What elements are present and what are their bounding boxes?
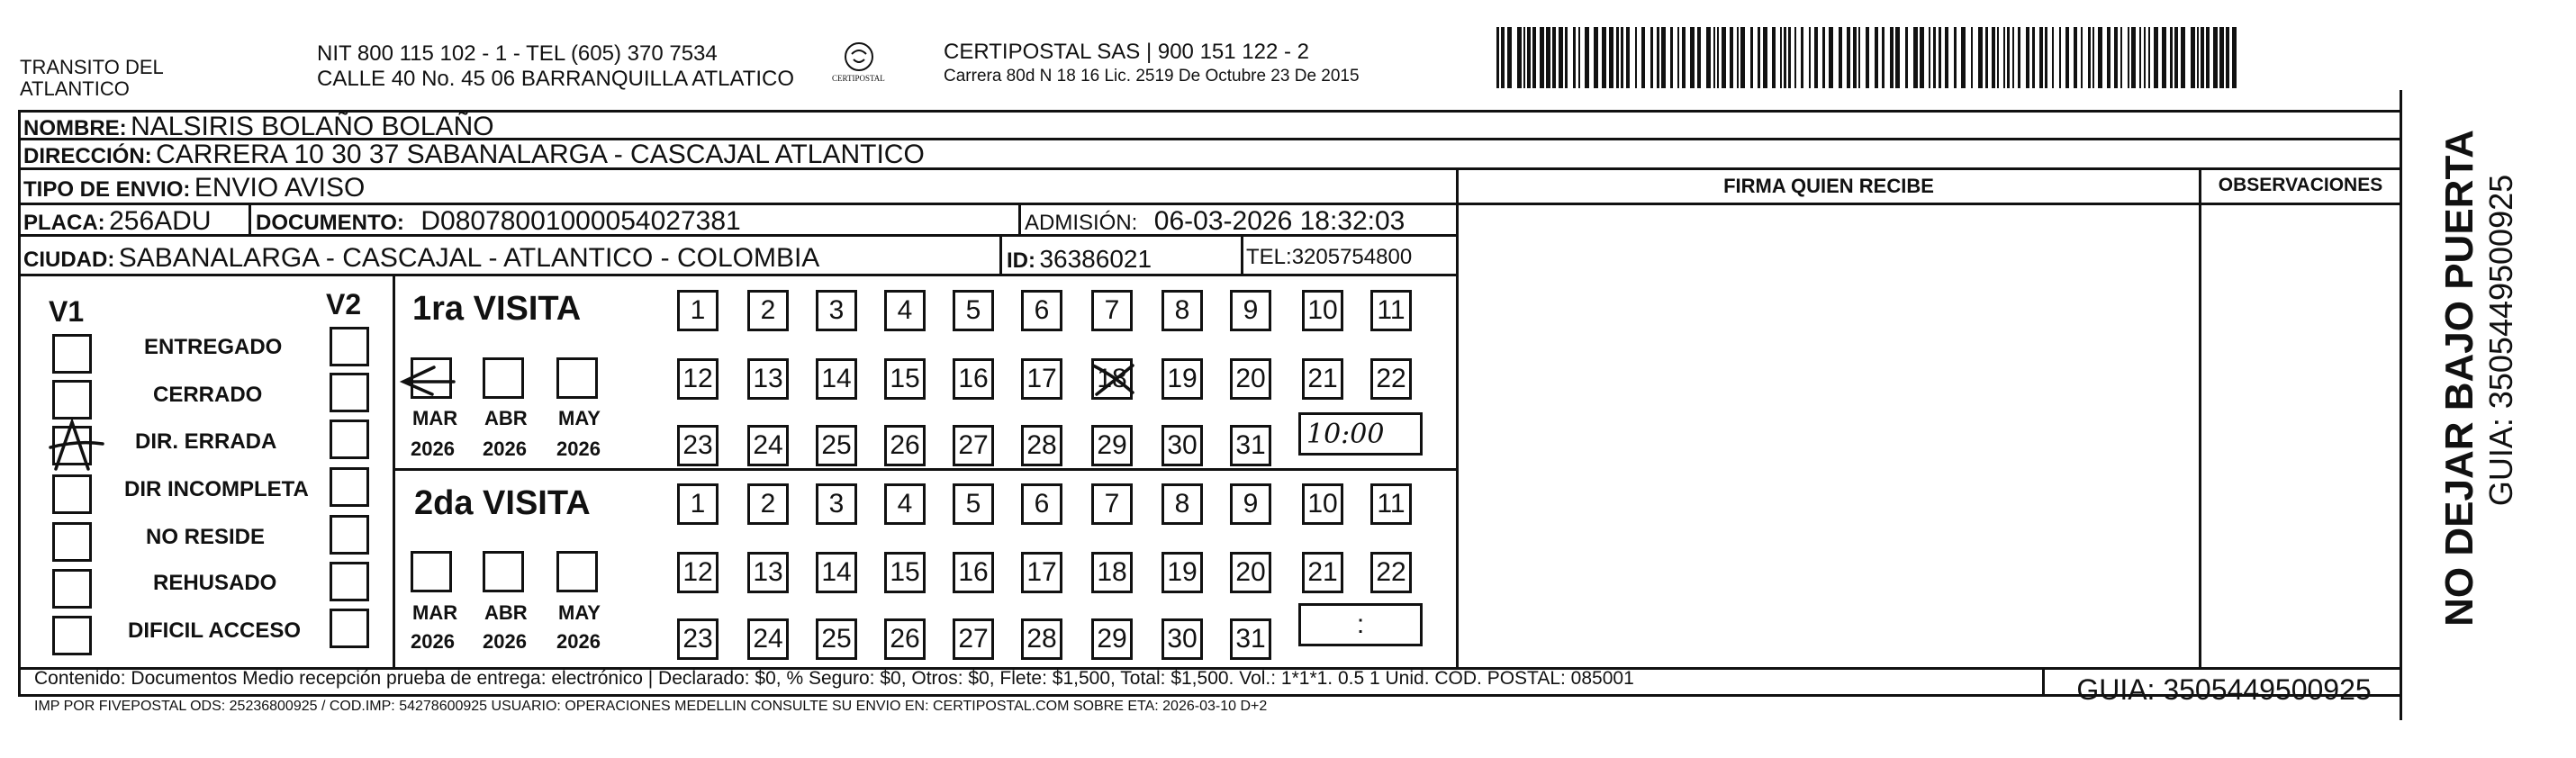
v2-checkbox-no-reside[interactable] xyxy=(330,515,369,555)
tel-label: TEL: xyxy=(1246,245,1292,269)
guia-box-text: GUIA: 3505449500925 xyxy=(2076,673,2372,706)
observaciones-header: OBSERVACIONES xyxy=(2218,175,2383,195)
visit1-day-box[interactable]: 7 xyxy=(1091,290,1133,331)
company-line: CERTIPOSTAL SAS | 900 151 122 - 2 xyxy=(944,40,1309,64)
visit1-year-may: 2026 xyxy=(556,438,601,460)
visit1-day-box[interactable]: 31 xyxy=(1230,425,1271,466)
visit2-day-box[interactable]: 30 xyxy=(1161,618,1203,660)
barcode xyxy=(1496,27,2237,88)
placa-label: PLACA: xyxy=(23,211,105,235)
id-label: ID: xyxy=(1007,248,1035,273)
visit2-day-box[interactable]: 31 xyxy=(1230,618,1271,660)
v1-checkbox-cerrado[interactable] xyxy=(52,380,92,420)
v2-checkbox-entregado[interactable] xyxy=(330,327,369,366)
v2-checkbox-dir-incompleta[interactable] xyxy=(330,467,369,507)
placa-sep xyxy=(249,203,251,235)
visit-divider xyxy=(393,468,1456,471)
v1-checkbox-no-reside[interactable] xyxy=(52,522,92,562)
visit1-year-abr: 2026 xyxy=(483,438,527,460)
visit2-month-abr-box[interactable] xyxy=(483,551,524,592)
visit1-day-box[interactable]: 25 xyxy=(816,425,857,466)
ciudad-value: SABANALARGA - CASCAJAL - ATLANTICO - COLOMBIA xyxy=(118,243,820,273)
transit-name-line1: TRANSITO DEL xyxy=(20,56,164,78)
transit-name-line2: ATLANTICO xyxy=(20,77,130,100)
visit1-day-box[interactable]: 1 xyxy=(677,290,719,331)
nombre-label: NOMBRE: xyxy=(23,116,127,140)
visit2-day-box[interactable]: 7 xyxy=(1091,483,1133,525)
status-sep xyxy=(393,274,395,668)
admision-sep xyxy=(1018,203,1021,235)
visit2-day-box[interactable]: 26 xyxy=(884,618,926,660)
visit1-day-box[interactable]: 4 xyxy=(884,290,926,331)
visit2-year-mar: 2026 xyxy=(411,630,455,653)
visit2-day-box[interactable]: 21 xyxy=(1302,552,1343,593)
handwritten-a-mark xyxy=(45,417,108,480)
v1-checkbox-rehusado[interactable] xyxy=(52,569,92,609)
visit2-year-may: 2026 xyxy=(556,630,601,653)
visit2-day-box[interactable]: 25 xyxy=(816,618,857,660)
visit2-day-box[interactable]: 2 xyxy=(747,483,789,525)
side-guia: GUIA: 3505449500925 xyxy=(2482,174,2519,507)
visit1-day-box[interactable]: 21 xyxy=(1302,358,1343,400)
direccion-row xyxy=(23,140,925,170)
visit2-day-box[interactable]: 24 xyxy=(747,618,789,660)
admision-value: 06-03-2026 18:32:03 xyxy=(1153,206,1406,236)
nombre-value: NALSIRIS BOLAÑO BOLAÑO xyxy=(131,112,494,141)
frame-left xyxy=(18,110,21,697)
ciudad-label: CIUDAD: xyxy=(23,248,115,272)
status-no-reside: NO RESIDE xyxy=(146,525,266,549)
contenido-line: Contenido: Documentos Medio recepción prueba de entrega: electrónico | Declarado: $0, % Seguro: $0, Otros: $0, Flete: $1,500, Total: $1,500. Vol.: 1*1*1. 0.5 1 Unid. COD. POSTAL: 085001 xyxy=(34,668,1634,689)
direccion-label: DIRECCIÓN: xyxy=(23,144,152,168)
documento-label: DOCUMENTO: xyxy=(256,211,404,235)
visit1-month-mar: MAR xyxy=(412,407,458,429)
visit2-day-box[interactable]: 23 xyxy=(677,618,719,660)
visit1-day-box[interactable]: 3 xyxy=(816,290,857,331)
visit1-time-box[interactable] xyxy=(1298,412,1423,456)
visit2-month-mar-box[interactable] xyxy=(411,551,452,592)
visit2-day-box[interactable]: 11 xyxy=(1370,483,1412,525)
visit1-day-box[interactable]: 27 xyxy=(953,425,994,466)
admision-row xyxy=(1025,206,1405,237)
visit1-month-abr-box[interactable] xyxy=(483,357,524,399)
v2-checkbox-dificil-acceso[interactable] xyxy=(330,609,369,648)
visit2-month-may: MAY xyxy=(558,601,601,624)
visit2-day-box[interactable]: 6 xyxy=(1021,483,1062,525)
documento-row xyxy=(256,206,741,237)
visit2-day-box[interactable]: 15 xyxy=(884,552,926,593)
visit1-day-box[interactable]: 29 xyxy=(1091,425,1133,466)
nit-line: NIT 800 115 102 - 1 - TEL (605) 370 7534 xyxy=(317,41,718,66)
status-rehusado: REHUSADO xyxy=(153,571,277,595)
visit1-day-box[interactable]: 30 xyxy=(1161,425,1203,466)
visit2-day-box[interactable]: 10 xyxy=(1302,483,1343,525)
visit1-day-box[interactable]: 13 xyxy=(747,358,789,400)
visit1-day-box[interactable]: 15 xyxy=(884,358,926,400)
visit1-title: 1ra VISITA xyxy=(412,290,582,328)
visit2-month-mar: MAR xyxy=(412,601,458,624)
visit1-day-box[interactable]: 20 xyxy=(1230,358,1271,400)
visit1-day-box[interactable]: 5 xyxy=(953,290,994,331)
tipo-envio-row xyxy=(23,173,365,203)
visit1-day-box[interactable]: 24 xyxy=(747,425,789,466)
visit1-month-abr: ABR xyxy=(484,407,528,429)
visit1-day-box[interactable]: 26 xyxy=(884,425,926,466)
visit2-day-box[interactable]: 19 xyxy=(1161,552,1203,593)
nombre-row xyxy=(23,112,494,142)
visit2-day-box[interactable]: 5 xyxy=(953,483,994,525)
id-row xyxy=(1007,245,1152,274)
visit1-day-box[interactable]: 10 xyxy=(1302,290,1343,331)
visit1-day-box[interactable]: 2 xyxy=(747,290,789,331)
firma-left-border xyxy=(1456,167,1459,670)
visit1-mar-checkmark xyxy=(398,364,461,400)
certipostal-logo xyxy=(828,41,891,90)
visit2-time-value: : xyxy=(1356,609,1365,639)
visit2-day-box[interactable]: 22 xyxy=(1370,552,1412,593)
guia-box-left xyxy=(2042,667,2045,697)
visit2-day-box[interactable]: 9 xyxy=(1230,483,1271,525)
v1-checkbox-dir-incompleta[interactable] xyxy=(52,474,92,514)
visit2-day-box[interactable]: 8 xyxy=(1161,483,1203,525)
tel-value: 3205754800 xyxy=(1291,245,1413,269)
v1-checkbox-dificil-acceso[interactable] xyxy=(52,616,92,655)
tipo-envio-label: TIPO DE ENVIO: xyxy=(23,177,191,202)
visit2-day-box[interactable]: 18 xyxy=(1091,552,1133,593)
visit2-day-box[interactable]: 16 xyxy=(953,552,994,593)
visit2-day-box[interactable]: 27 xyxy=(953,618,994,660)
visit1-day-box[interactable]: 6 xyxy=(1021,290,1062,331)
status-dir-errada: DIR. ERRADA xyxy=(135,429,277,454)
visit2-day-box[interactable]: 29 xyxy=(1091,618,1133,660)
visit2-title: 2da VISITA xyxy=(414,484,591,522)
visit1-day-box[interactable]: 18 xyxy=(1091,358,1133,400)
visit1-month-may-box[interactable] xyxy=(556,357,598,399)
visit1-month-may: MAY xyxy=(558,407,601,429)
imp-line: IMP POR FIVEPOSTAL ODS: 25236800925 / COD.IMP: 54278600925 USUARIO: OPERACIONES MEDELLIN CONSULTE SU ENVIO EN: CERTIPOSTAL.COM SOBRE ETA: 2026-03-10 D+2 xyxy=(34,699,1268,714)
address-line: CALLE 40 No. 45 06 BARRANQUILLA ATLATICO xyxy=(317,67,795,91)
visit1-day-box[interactable]: 16 xyxy=(953,358,994,400)
visit2-day-box[interactable]: 3 xyxy=(816,483,857,525)
right-header-line xyxy=(1459,203,2402,205)
visit2-day-box[interactable]: 13 xyxy=(747,552,789,593)
visit2-day-box[interactable]: 28 xyxy=(1021,618,1062,660)
logo-icon xyxy=(841,41,877,72)
no-dejar-bajo-puerta: NO DEJAR BAJO PUERTA xyxy=(2437,130,2481,627)
tipo-envio-value: ENVIO AVISO xyxy=(194,173,366,203)
visit1-day-box[interactable]: 11 xyxy=(1370,290,1412,331)
v2-checkbox-rehusado[interactable] xyxy=(330,562,369,601)
status-dificil-acceso: DIFICIL ACCESO xyxy=(128,618,302,643)
id-sep xyxy=(999,234,1002,275)
visit2-month-abr: ABR xyxy=(484,601,528,624)
visit1-day-box[interactable]: 19 xyxy=(1161,358,1203,400)
visit1-time-value: 10:00 xyxy=(1306,418,1385,450)
obs-left-border xyxy=(2199,167,2201,670)
documento-value: D08078001000054027381 xyxy=(420,206,741,236)
v1-checkbox-entregado[interactable] xyxy=(52,334,92,374)
placa-value: 256ADU xyxy=(109,206,212,236)
status-dir-incompleta: DIR INCOMPLETA xyxy=(124,477,309,501)
visit1-day-18-mark xyxy=(1088,356,1142,402)
firma-header: FIRMA QUIEN RECIBE xyxy=(1723,175,1934,197)
placa-row xyxy=(23,206,212,237)
visit1-day-box[interactable]: 23 xyxy=(677,425,719,466)
admision-label: ADMISIÓN: xyxy=(1025,211,1138,235)
status-cerrado: CERRADO xyxy=(153,383,263,407)
visit1-day-box[interactable]: 12 xyxy=(677,358,719,400)
v2-label: V2 xyxy=(326,288,362,320)
visit1-day-box[interactable]: 22 xyxy=(1370,358,1412,400)
visit1-year-mar: 2026 xyxy=(411,438,455,460)
visit2-day-box[interactable]: 20 xyxy=(1230,552,1271,593)
visit2-day-box[interactable]: 1 xyxy=(677,483,719,525)
tel-sep xyxy=(1241,234,1243,275)
visit2-year-abr: 2026 xyxy=(483,630,527,653)
direccion-value: CARRERA 10 30 37 SABANALARGA - CASCAJAL ATLANTICO xyxy=(156,140,925,169)
frame-right xyxy=(2400,90,2402,720)
visit1-day-box[interactable]: 28 xyxy=(1021,425,1062,466)
tel-row xyxy=(1246,245,1412,270)
visit1-day-box[interactable]: 9 xyxy=(1230,290,1271,331)
visit2-day-box[interactable]: 4 xyxy=(884,483,926,525)
visit1-day-box[interactable]: 17 xyxy=(1021,358,1062,400)
visit2-day-box[interactable]: 17 xyxy=(1021,552,1062,593)
visit2-time-box[interactable] xyxy=(1298,603,1423,646)
visit2-month-may-box[interactable] xyxy=(556,551,598,592)
v2-checkbox-cerrado[interactable] xyxy=(330,373,369,412)
v2-checkbox-dir-errada[interactable] xyxy=(330,420,369,459)
license-line: Carrera 80d N 18 16 Lic. 2519 De Octubre 23 De 2015 xyxy=(944,67,1360,86)
v1-label: V1 xyxy=(49,295,85,328)
visit1-day-box[interactable]: 8 xyxy=(1161,290,1203,331)
ciudad-row xyxy=(23,243,819,274)
visit2-day-box[interactable]: 12 xyxy=(677,552,719,593)
logo-text: CERTIPOSTAL xyxy=(832,74,885,83)
visit1-day-box[interactable]: 14 xyxy=(816,358,857,400)
id-value: 36386021 xyxy=(1039,245,1152,273)
visit2-day-box[interactable]: 14 xyxy=(816,552,857,593)
status-entregado: ENTREGADO xyxy=(144,335,283,359)
